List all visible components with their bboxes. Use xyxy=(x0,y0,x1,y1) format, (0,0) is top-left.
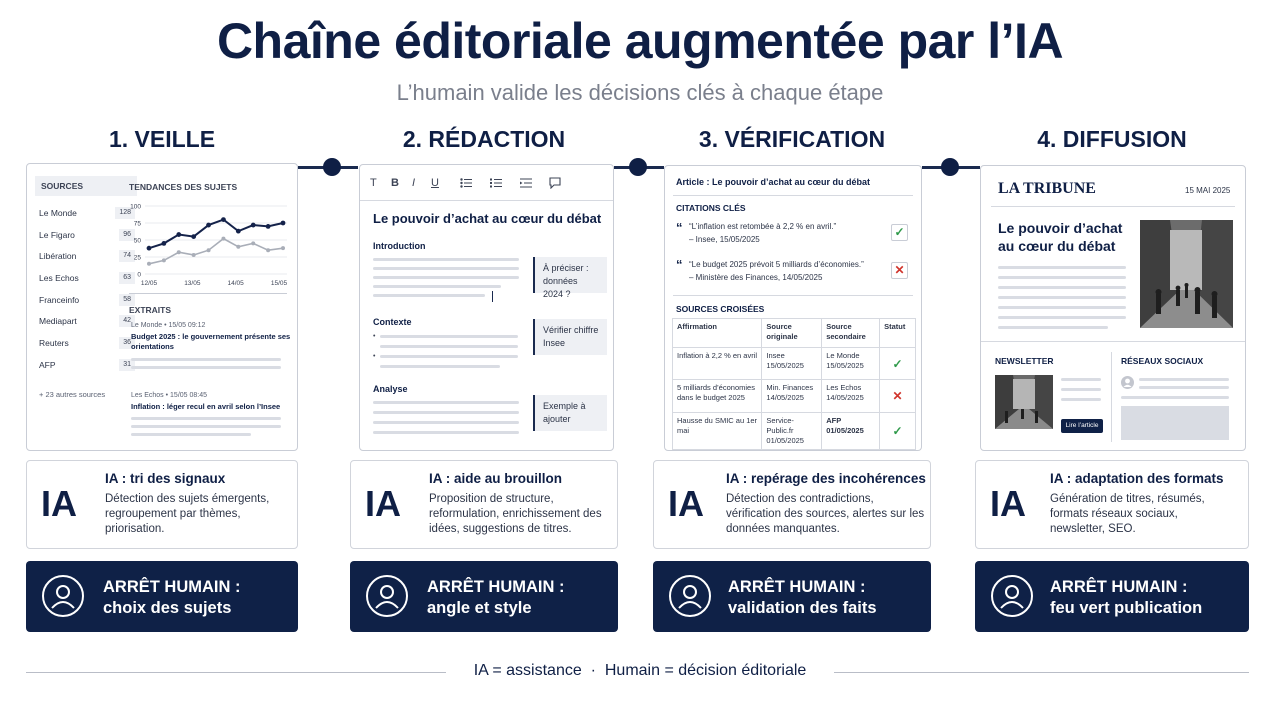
social-title: RÉSEAUX SOCIAUX xyxy=(1121,356,1204,366)
check-icon: ✓ xyxy=(880,348,916,380)
y-tick-label: 75 xyxy=(133,220,141,228)
text-placeholder xyxy=(373,258,519,261)
source-name: Le Figaro xyxy=(39,229,75,240)
x-tick-label: 15/05 xyxy=(270,280,288,287)
y-tick-label: 50 xyxy=(133,237,141,245)
data-point xyxy=(251,223,256,228)
timeline-dot xyxy=(323,158,341,176)
section-heading: Contexte xyxy=(373,317,412,327)
text-placeholder xyxy=(131,358,281,361)
human-stop-subtitle: angle et style xyxy=(427,599,532,617)
cross-icon[interactable]: ✕ xyxy=(891,262,908,279)
ia-description: Détection des sujets émergents, regroupement par thèmes, priorisation. xyxy=(105,493,270,535)
x-tick-label: 13/05 xyxy=(184,280,201,287)
table-cell: Hausse du SMIC au 1er mai xyxy=(673,413,762,450)
margin-note[interactable]: Exemple à ajouter xyxy=(533,395,607,431)
data-point xyxy=(191,234,196,239)
street-photo xyxy=(1140,220,1233,328)
person-icon xyxy=(42,575,84,617)
editor-toolbar xyxy=(360,165,613,201)
text-placeholder xyxy=(380,335,518,338)
extrait-text: Inflation : léger recul en avril selon l’Insee xyxy=(131,402,281,411)
human-stop-title: ARRÊT HUMAIN : xyxy=(103,578,241,596)
text-placeholder xyxy=(1061,378,1101,381)
ia-mark: IA xyxy=(365,483,401,524)
ia-box-diffusion xyxy=(975,460,1249,549)
human-stop-text xyxy=(728,577,877,619)
source-count-badge: 42 xyxy=(119,315,135,327)
text-placeholder xyxy=(998,286,1126,289)
extraits-title: EXTRAITS xyxy=(129,305,172,315)
sources-table xyxy=(672,318,916,450)
data-point xyxy=(176,232,181,237)
step-title-diffusion: 4. DIFFUSION xyxy=(1037,126,1187,152)
text-placeholder xyxy=(131,433,251,436)
veille-card xyxy=(26,163,298,451)
data-point xyxy=(147,246,152,251)
ia-title: IA : repérage des incohérences xyxy=(726,471,926,486)
extrait-meta: Le Monde • 15/05 09:12 xyxy=(131,322,206,329)
data-point xyxy=(162,258,166,262)
page-title: Chaîne éditoriale augmentée par l’IA xyxy=(216,13,1064,69)
data-point xyxy=(281,246,285,250)
human-stop-subtitle: feu vert publication xyxy=(1050,599,1203,617)
human-stop-redaction[interactable] xyxy=(350,561,618,632)
table-row[interactable] xyxy=(673,348,916,380)
ia-title: IA : aide au brouillon xyxy=(429,471,563,486)
source-count-badge: 96 xyxy=(119,229,135,241)
article-headline: Le pouvoir d’achat au cœur du débat xyxy=(998,220,1123,254)
section-heading: Analyse xyxy=(373,384,408,394)
article-label: Article : Le pouvoir d’achat au cœur du débat xyxy=(676,177,871,187)
more-sources[interactable]: + 23 autres sources xyxy=(39,389,106,399)
text-placeholder xyxy=(998,296,1126,299)
ia-title: IA : tri des signaux xyxy=(105,471,226,486)
data-point xyxy=(266,224,271,229)
margin-note[interactable]: Vérifier chiffre Insee xyxy=(533,319,607,355)
source-name: Franceinfo xyxy=(39,294,80,305)
cross-icon: ✕ xyxy=(880,380,916,413)
data-point xyxy=(221,237,225,241)
source-count-badge: 36 xyxy=(119,337,135,349)
text-placeholder xyxy=(373,401,519,404)
table-header: Source secondaire xyxy=(822,319,880,348)
divider xyxy=(129,293,287,294)
diffusion-card xyxy=(980,165,1246,451)
table-header: Statut xyxy=(880,319,916,348)
comment-icon[interactable] xyxy=(549,177,561,189)
human-stop-title: ARRÊT HUMAIN : xyxy=(1050,578,1188,596)
social-image-placeholder xyxy=(1121,406,1229,440)
data-point xyxy=(147,262,151,266)
source-count-badge: 128 xyxy=(115,207,135,219)
quote-text: “Le budget 2025 prévoit 5 milliards d’économies.” xyxy=(689,260,864,269)
human-stop-diffusion[interactable] xyxy=(975,561,1249,632)
citations-title: CITATIONS CLÉS xyxy=(676,203,746,213)
human-stop-title: ARRÊT HUMAIN : xyxy=(728,578,866,596)
text-placeholder xyxy=(1139,386,1229,389)
sources-title: SOURCES xyxy=(35,176,137,196)
bullet-icon: • xyxy=(373,353,376,360)
extrait-item[interactable] xyxy=(131,322,291,369)
extrait-item[interactable] xyxy=(131,392,291,436)
ia-description: Détection des contradictions, vérification des sources, alertes sur les données manquantes. xyxy=(726,493,925,535)
text-placeholder xyxy=(1061,398,1101,401)
divider xyxy=(991,206,1235,207)
quote-icon: “ xyxy=(676,220,683,235)
source-item[interactable] xyxy=(35,354,137,376)
trend-chart xyxy=(123,198,293,290)
source-name: Le Monde xyxy=(39,208,77,218)
ia-title: IA : adaptation des formats xyxy=(1050,471,1224,486)
timeline-dot xyxy=(941,158,959,176)
person-icon xyxy=(366,575,408,617)
table-cell: Insee 15/05/2025 xyxy=(762,348,822,380)
redaction-card xyxy=(359,164,614,451)
bold-icon[interactable]: B xyxy=(391,177,399,189)
step-title-verification: 3. VÉRIFICATION xyxy=(698,126,886,152)
table-cell: Le Monde 15/05/2025 xyxy=(822,348,880,380)
sources-panel xyxy=(35,176,137,438)
table-cell: Inflation à 2,2 % en avril xyxy=(673,348,762,380)
text-placeholder xyxy=(380,355,518,358)
margin-note[interactable]: À préciser : données 2024 ? xyxy=(533,257,607,293)
source-count-badge: 31 xyxy=(119,359,135,371)
table-cell: 5 milliards d’économies dans le budget 2025 xyxy=(673,380,762,413)
text-placeholder xyxy=(380,365,500,368)
source-item[interactable] xyxy=(35,224,137,246)
y-tick-label: 100 xyxy=(130,203,141,211)
trends-title: TENDANCES DES SUJETS xyxy=(129,182,238,192)
data-point xyxy=(236,229,241,234)
text-placeholder xyxy=(998,326,1108,329)
source-item[interactable] xyxy=(35,332,137,354)
divider xyxy=(673,195,913,196)
data-point xyxy=(177,250,181,254)
table-cell: Min. Finances 14/05/2025 xyxy=(762,380,822,413)
source-count-badge: 58 xyxy=(119,294,135,306)
bullet-list-icon[interactable] xyxy=(460,178,472,188)
step-title-veille: 1. VEILLE xyxy=(108,126,216,152)
quote-item xyxy=(689,260,889,282)
data-point xyxy=(266,248,270,252)
sources-croisees-title: SOURCES CROISÉES xyxy=(676,304,765,314)
human-stop-subtitle: choix des sujets xyxy=(103,599,232,617)
table-row[interactable] xyxy=(673,413,916,450)
quote-source: – Insee, 15/05/2025 xyxy=(689,235,760,244)
text-placeholder xyxy=(373,421,519,424)
timeline-dot xyxy=(629,158,647,176)
data-point xyxy=(207,248,211,252)
ia-box-redaction xyxy=(350,460,618,549)
source-item[interactable] xyxy=(35,289,137,311)
table-cell: Service-Public.fr 01/05/2025 xyxy=(762,413,822,450)
ia-box-veille xyxy=(26,460,298,549)
verification-card xyxy=(664,165,922,451)
data-point xyxy=(192,253,196,257)
text-placeholder xyxy=(1121,396,1229,399)
human-stop-veille[interactable] xyxy=(26,561,298,632)
section-heading: Introduction xyxy=(373,241,426,251)
text-placeholder xyxy=(373,267,519,270)
data-point xyxy=(221,217,226,222)
quote-source: – Ministère des Finances, 14/05/2025 xyxy=(689,273,823,282)
table-cell: Les Echos 14/05/2025 xyxy=(822,380,880,413)
newsletter-title: NEWSLETTER xyxy=(995,356,1054,366)
quote-icon: “ xyxy=(676,257,683,272)
source-item[interactable] xyxy=(35,245,137,267)
draft-title: Le pouvoir d’achat au cœur du débat xyxy=(373,211,602,226)
indent-icon[interactable] xyxy=(520,178,532,188)
text-cursor xyxy=(492,291,493,302)
ia-description: Proposition de structure, reformulation, enrichissement des idées, suggestions de titres. xyxy=(429,493,602,535)
source-item[interactable] xyxy=(35,310,137,332)
human-stop-title: ARRÊT HUMAIN : xyxy=(427,578,565,596)
table-header: Affirmation xyxy=(673,319,762,348)
text-placeholder xyxy=(373,276,519,279)
y-tick-label: 25 xyxy=(133,254,141,262)
human-stop-verification[interactable] xyxy=(653,561,931,632)
ia-description: Génération de titres, résumés, formats réseaux sociaux, newsletter, SEO. xyxy=(1050,493,1205,535)
source-count-badge: 74 xyxy=(119,250,135,262)
human-stop-text xyxy=(427,577,565,619)
y-tick-label: 0 xyxy=(137,271,141,279)
numbered-list-icon[interactable] xyxy=(490,178,502,188)
extrait-text: Budget 2025 : le gouvernement présente ses orientations xyxy=(131,332,291,351)
data-point xyxy=(251,241,255,245)
text-placeholder xyxy=(998,306,1126,309)
text-style-icon[interactable]: T xyxy=(370,177,377,189)
source-count-badge: 63 xyxy=(119,272,135,284)
human-stop-text xyxy=(1050,577,1202,619)
data-point xyxy=(281,221,286,226)
table-row[interactable] xyxy=(673,380,916,413)
person-icon xyxy=(669,575,711,617)
divider xyxy=(673,295,913,296)
extrait-meta: Les Echos • 15/05 08:45 xyxy=(131,392,208,399)
page-subtitle: L’humain valide les décisions clés à chaque étape xyxy=(396,80,884,105)
text-placeholder xyxy=(998,266,1126,269)
italic-icon[interactable]: I xyxy=(412,177,416,189)
data-point xyxy=(161,241,166,246)
human-stop-text xyxy=(103,577,241,619)
text-placeholder xyxy=(1139,378,1229,381)
source-item[interactable] xyxy=(35,267,137,289)
data-point xyxy=(206,223,211,228)
table-header: Source originale xyxy=(762,319,822,348)
step-title-redaction: 2. RÉDACTION xyxy=(402,126,566,152)
text-placeholder xyxy=(380,345,518,348)
newsletter-photo xyxy=(995,375,1053,429)
check-icon: ✓ xyxy=(880,413,916,450)
ia-mark: IA xyxy=(41,483,77,524)
divider xyxy=(1111,352,1112,442)
article-date: 15 MAI 2025 xyxy=(1185,186,1231,195)
footer-legend: IA = assistance · Humain = décision éditoriale xyxy=(473,662,807,679)
text-placeholder xyxy=(373,431,519,434)
x-tick-label: 14/05 xyxy=(227,280,244,287)
text-placeholder xyxy=(131,425,281,428)
source-name: Reuters xyxy=(39,338,69,349)
text-placeholder xyxy=(373,285,501,288)
series-line xyxy=(149,239,283,264)
text-placeholder xyxy=(131,366,281,369)
read-article-button[interactable]: Lire l’article xyxy=(1061,419,1103,433)
ia-mark: IA xyxy=(668,483,704,524)
text-placeholder xyxy=(131,417,281,420)
article-preview xyxy=(981,166,1245,342)
ia-mark: IA xyxy=(990,483,1026,524)
underline-icon[interactable]: U xyxy=(431,177,439,189)
source-item[interactable] xyxy=(35,202,137,224)
human-stop-subtitle: validation des faits xyxy=(728,599,877,617)
text-placeholder xyxy=(373,411,519,414)
text-placeholder xyxy=(998,276,1126,279)
user-avatar-icon xyxy=(1121,376,1134,389)
quote-text: “L’inflation est retombée à 2,2 % en avril.” xyxy=(689,222,837,231)
data-point xyxy=(236,245,240,249)
ia-box-verification xyxy=(653,460,931,549)
source-name: Libération xyxy=(39,251,77,262)
source-name: AFP xyxy=(39,359,56,370)
table-cell: AFP 01/05/2025 xyxy=(822,413,880,450)
x-tick-label: 12/05 xyxy=(140,280,158,287)
check-icon[interactable]: ✓ xyxy=(891,224,908,241)
bullet-icon: • xyxy=(373,333,376,340)
masthead: LA TRIBUNE xyxy=(998,180,1096,197)
person-icon xyxy=(991,575,1033,617)
text-placeholder xyxy=(998,316,1126,319)
source-name: Les Echos xyxy=(39,273,79,284)
source-name: Mediapart xyxy=(39,316,77,327)
text-placeholder xyxy=(1061,388,1101,391)
text-placeholder xyxy=(373,294,485,297)
quote-item xyxy=(689,222,879,244)
